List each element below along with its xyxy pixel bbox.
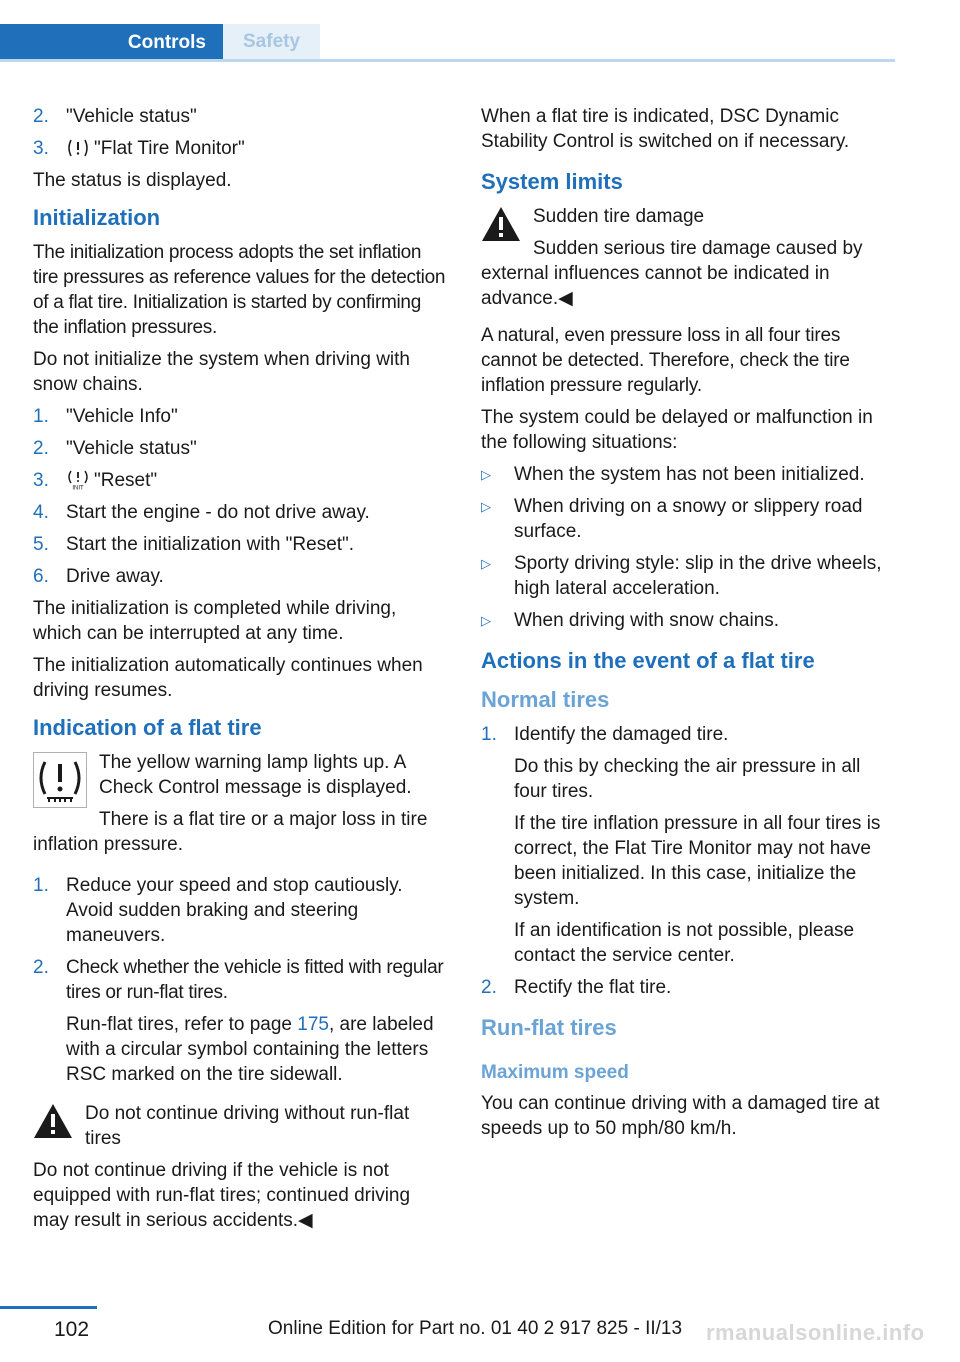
flat-tire-indication	[33, 750, 449, 857]
warning-title: Do not continue driving without run-flat tires	[85, 1103, 410, 1149]
step-text: Start the initialization with "Reset".	[66, 534, 355, 555]
step-number: 2.	[33, 106, 49, 127]
init-paragraph: The initialization process adopts the set inflation tire pressures as reference values for the detection of a flat tire. Initialization is started by confirming the inflation pressures.	[33, 242, 446, 338]
tire-init-icon	[66, 470, 90, 490]
chapter-header	[0, 24, 895, 62]
right-column	[481, 104, 897, 1148]
step-text: Identify the damaged tire.	[514, 724, 729, 745]
init-paragraph: The initialization is completed while driving, which can be interrupted at any time.	[33, 598, 397, 644]
list-item	[33, 104, 449, 129]
flat-lamp-text: The yellow warning lamp lights up. A Check Control message is displayed.	[99, 752, 412, 798]
watermark: rmanualsonline.info	[706, 1320, 925, 1345]
step-text: Reduce your speed and stop cautiously. Avoid sudden braking and steering maneuvers.	[66, 875, 403, 946]
step-text: Check whether the vehicle is fitted with regular tires or run-flat tires.	[66, 957, 444, 1003]
left-column	[33, 104, 449, 1240]
list-item	[481, 608, 897, 633]
step-subtext: Run-flat tires, refer to page 175, are labeled with a circular symbol containing the letters RSC marked on the tire sidewall.	[66, 1014, 434, 1085]
limits-bullets	[481, 462, 897, 633]
list-item	[481, 975, 897, 1000]
flat-text: There is a flat tire or a major loss in tire inflation pressure.	[33, 809, 428, 855]
step-text: "Vehicle status"	[66, 106, 197, 127]
step-number: 3.	[33, 138, 49, 159]
step-number: 1.	[33, 875, 49, 896]
warning-triangle-icon	[33, 1103, 73, 1139]
init-steps-list	[33, 404, 449, 589]
heading-flat-tire: Indication of a flat tire	[33, 715, 262, 740]
list-item	[33, 136, 449, 161]
warning-text: Sudden serious tire damage caused by external influences cannot be indicated in advance.◀	[481, 238, 863, 309]
step-number: 4.	[33, 502, 49, 523]
dsc-text: When a flat tire is indicated, DSC Dynamic Stability Control is switched on if necessary.	[481, 106, 850, 152]
warning-title: Sudden tire damage	[533, 206, 705, 227]
list-item	[481, 494, 897, 544]
warning-sudden-damage	[481, 204, 897, 311]
list-item	[33, 500, 449, 525]
heading-initialization: Initialization	[33, 205, 161, 230]
init-paragraph: Do not initialize the system when driving with snow chains.	[33, 349, 411, 395]
bullet-text: When driving with snow chains.	[514, 610, 780, 631]
footer-divider	[0, 1306, 97, 1309]
step-number: 1.	[33, 406, 49, 427]
limits-paragraph: A natural, even pressure loss in all four tires cannot be detected. Therefore, check the tire inflation pressure regularly.	[481, 325, 850, 396]
list-item	[33, 468, 449, 493]
menu-steps-list	[33, 104, 449, 161]
heading-actions-flat-tire: Actions in the event of a flat tire	[481, 648, 815, 673]
bullet-triangle-icon: ▷	[481, 499, 491, 514]
list-item	[33, 873, 449, 948]
step-subtext: Do this by checking the air pressure in all four tires.	[514, 756, 861, 802]
warning-text: Do not continue driving if the vehicle is not equipped with run-flat tires; continued driving may result in serious accidents.◀	[33, 1160, 411, 1231]
status-text: The status is displayed.	[33, 170, 232, 191]
step-text: Drive away.	[66, 566, 164, 587]
maxspeed-text: You can continue driving with a damaged tire at speeds up to 50 mph/80 km/h.	[481, 1093, 880, 1139]
step-number: 5.	[33, 534, 49, 555]
step-text: "Vehicle Info"	[66, 406, 178, 427]
list-item	[33, 564, 449, 589]
step-text: "Vehicle status"	[66, 438, 197, 459]
step-subtext: If the tire inflation pressure in all four tires is correct, the Flat Tire Monitor may not have been initialized. In this case, initialize the system.	[514, 813, 881, 909]
list-item	[33, 955, 449, 1087]
step-number: 6.	[33, 566, 49, 587]
step-number: 2.	[481, 977, 497, 998]
tire-pressure-warning-icon	[33, 752, 87, 808]
init-paragraph: The initialization automatically continues when driving resumes.	[33, 655, 423, 701]
flat-steps-list	[33, 873, 449, 1087]
list-item	[33, 532, 449, 557]
bullet-triangle-icon: ▷	[481, 613, 491, 628]
step-text: "Flat Tire Monitor"	[94, 138, 245, 159]
list-item	[481, 462, 897, 487]
bullet-text: When the system has not been initialized.	[514, 464, 865, 485]
bullet-triangle-icon: ▷	[481, 467, 491, 482]
list-item	[33, 436, 449, 461]
step-text: Start the engine - do not drive away.	[66, 502, 370, 523]
heading-run-flat-tires: Run-flat tires	[481, 1015, 617, 1040]
warning-triangle-icon	[481, 206, 521, 242]
bullet-text: Sporty driving style: slip in the drive wheels, high lateral acceleration.	[514, 553, 882, 599]
heading-maximum-speed: Maximum speed	[481, 1062, 629, 1083]
step-text: "Reset"	[94, 470, 158, 491]
limits-paragraph: The system could be delayed or malfunction in the following situations:	[481, 407, 873, 453]
page-reference-link[interactable]: 175	[297, 1014, 329, 1035]
normal-tires-steps	[481, 722, 897, 1000]
tab-controls[interactable]: Controls	[0, 24, 223, 62]
heading-system-limits: System limits	[481, 169, 623, 194]
page-number: 102	[54, 1318, 90, 1341]
step-number: 1.	[481, 724, 497, 745]
svg-text:INIT: INIT	[72, 485, 84, 490]
tab-safety[interactable]: Safety	[223, 24, 320, 59]
warning-runflat	[33, 1101, 449, 1233]
list-item	[481, 722, 897, 968]
step-subtext: If an identification is not possible, please contact the service center.	[514, 920, 855, 966]
header-divider	[0, 59, 895, 62]
step-number: 2.	[33, 438, 49, 459]
step-number: 3.	[33, 470, 49, 491]
step-number: 2.	[33, 957, 49, 978]
tire-monitor-icon	[66, 138, 90, 158]
bullet-triangle-icon: ▷	[481, 556, 491, 571]
list-item	[481, 551, 897, 601]
heading-normal-tires: Normal tires	[481, 687, 610, 712]
edition-text: Online Edition for Part no. 01 40 2 917 825 - II/13	[268, 1318, 683, 1339]
bullet-text: When driving on a snowy or slippery road surface.	[514, 496, 863, 542]
step-text: Rectify the flat tire.	[514, 977, 672, 998]
list-item	[33, 404, 449, 429]
